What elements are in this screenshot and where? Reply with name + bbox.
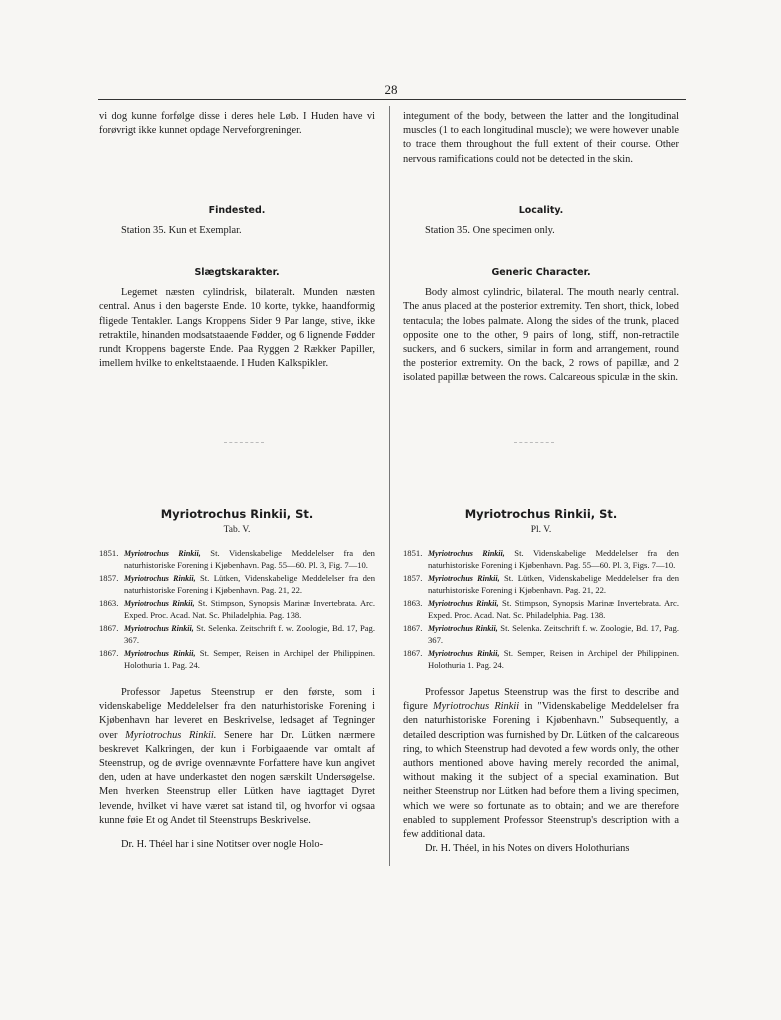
reference-text: St. Selenka. Zeitschrift f. w. Zoologie, Bd. 17, Pag. 367. xyxy=(124,623,375,645)
reference-year: 1867. xyxy=(99,648,119,658)
reference-species: Myriotrochus Rinkii, xyxy=(428,649,500,658)
reference-entry xyxy=(99,648,375,671)
english-intro-block xyxy=(403,110,679,167)
danish-species-title: Myriotrochus Rinkii, St. xyxy=(160,507,314,521)
reference-species: Myriotrochus Rinkii, xyxy=(428,574,500,583)
reference-year: 1857. xyxy=(99,573,119,583)
reference-text: St. Lütken, Videnskabelige Meddelelser fra den naturhistoriske Forening i Kjøbenhavn. Pag. 21, 22. xyxy=(124,573,375,595)
reference-species: Myriotrochus Rinkii, xyxy=(124,574,196,583)
danish-intro-block xyxy=(99,110,375,138)
reference-year: 1863. xyxy=(403,598,423,608)
danish-plate-ref: Tab. V. xyxy=(223,525,251,536)
reference-entry xyxy=(99,573,375,596)
english-intro-paragraph: integument of the body, between the latter and the longitudinal muscles (1 to each longitudinal muscle); we were however unable to trace them throughout the full extent of their course. Other nervous ramifications could not be detected in the skin. xyxy=(403,111,679,165)
reference-species: Myriotrochus Rinkii, xyxy=(428,549,505,558)
english-body-species: Myriotrochus Rinkii xyxy=(432,701,520,713)
reference-entry xyxy=(403,598,679,621)
reference-year: 1867. xyxy=(403,623,423,633)
reference-text: St. Semper, Reisen in Archipel der Philippinen. Holothuria 1. Pag. 24. xyxy=(124,648,375,670)
section-separator-left xyxy=(224,442,264,443)
english-station-line: Station 35. One specimen only. xyxy=(425,225,555,236)
reference-species: Myriotrochus Rinkii, xyxy=(124,549,201,558)
english-plate-ref: Pl. V. xyxy=(530,525,552,536)
english-locality-block xyxy=(403,204,679,218)
reference-text: St. Videnskabelige Meddelelser fra den naturhistoriske Forening i Kjøbenhavn. Pag. 55—60. Pl. 3, Fig. 7—10. xyxy=(124,548,375,570)
english-body-post: in "Videnskabelige Meddelelser fra den naturhistoriske Forening i Kjøbenhavn." Subsequently, a detailed description was furnished by Dr. Lütken of the calcareous ring, to which Steenstrup had devoted a few words only, the other authors mentioned above having merely recorded the animal, without making it the subject of a special examination. But neither Steenstrup nor Lütken had before them a living specimen, which we were so fortunate as to obtain; and we are therefore enabled to supplement Professor Steenstrup's description with a few additional data. xyxy=(403,701,679,841)
reference-species: Myriotrochus Rinkii, xyxy=(428,599,499,608)
reference-text: St. Stimpson, Synopsis Marinæ Invertebrata. Arc. Exped. Proc. Acad. Nat. Sc. Philadelphia. Pag. 138. xyxy=(428,598,680,620)
english-references xyxy=(403,548,679,673)
reference-species: Myriotrochus Rinkii, xyxy=(124,649,196,658)
reference-entry xyxy=(403,573,679,596)
danish-body-species: Myriotrochus Rinkii. xyxy=(125,729,217,741)
findested-heading: Findested. xyxy=(208,205,266,216)
reference-text: St. Semper, Reisen in Archipel der Philippinen. Holothuria 1. Pag. 24. xyxy=(428,648,679,670)
danish-station-block xyxy=(99,224,375,238)
danish-body-post: Senere har Dr. Lütken nærmere beskrevet Kalkringen, der kun i Forbigaaende var omtalt af Steenstrup, og de øvrige ovennævnte Forfattere have kun angivet den, uden at have underkastet den nogen særskilt Undersøgelse. Men hverken Steenstrup eller Lütken have iagttaget Dyret levende, hvilket vi have været sat istand til, og hvorfor vi ogsaa kunne føie Et og Andet til Steenstrups Beskrivelse. xyxy=(99,729,375,826)
danish-species-block xyxy=(99,507,375,537)
english-body-block xyxy=(403,686,679,856)
page-number: 28 xyxy=(384,82,398,97)
reference-year: 1851. xyxy=(99,548,119,558)
english-species-block xyxy=(403,507,679,537)
danish-findested-block xyxy=(99,204,375,218)
reference-text: St. Stimpson, Synopsis Marinæ Invertebrata. Arc. Exped. Proc. Acad. Nat. Sc. Philadelphia. Pag. 138. xyxy=(124,598,376,620)
generic-character-heading: Generic Character. xyxy=(491,267,591,278)
danish-character-block xyxy=(99,266,375,371)
danish-character-paragraph: Legemet næsten cylindrisk, bilateralt. Munden næsten central. Anus i den bagerste Ende. 10 korte, tykke, haandformig fligede Tentakler. Langs Kroppens Sider 9 Par lange, stive, ikke retraktile, hinanden modsatstaaende Fødder, og 6 lignende Fødder rundt Kroppens bagerste Ende. Paa Ryggen 2 Rækker Papiller, imellem hvilke to enkeltstaaende. I Huden Kalkspikler. xyxy=(99,287,375,370)
reference-entry xyxy=(403,548,679,571)
reference-text: St. Selenka. Zeitschrift f. w. Zoologie, Bd. 17, Pag. 367. xyxy=(428,623,679,645)
reference-year: 1857. xyxy=(403,573,423,583)
english-station-block xyxy=(403,224,679,238)
danish-body-block xyxy=(99,686,375,852)
danish-last-line: Dr. H. Théel har i sine Notitser over nogle Holo- xyxy=(121,839,324,851)
danish-station-line: Station 35. Kun et Exemplar. xyxy=(121,225,242,236)
reference-year: 1867. xyxy=(403,648,423,658)
reference-species: Myriotrochus Rinkii, xyxy=(428,624,498,633)
reference-species: Myriotrochus Rinkii, xyxy=(124,599,195,608)
english-body-paragraph xyxy=(403,686,679,842)
reference-entry xyxy=(99,548,375,571)
reference-year: 1863. xyxy=(99,598,119,608)
danish-body-paragraph xyxy=(99,686,375,828)
english-body-pre: Professor Japetus Steenstrup was the first to describe and figure xyxy=(403,687,679,713)
reference-entry xyxy=(99,598,375,621)
danish-intro-paragraph: vi dog kunne forfølge disse i deres hele Løb. I Huden have vi forøvrigt ikke kunnet opdage Nerveforgreninger. xyxy=(99,111,375,137)
english-last-line: Dr. H. Théel, in his Notes on divers Holothurians xyxy=(425,843,630,855)
danish-references xyxy=(99,548,375,673)
locality-heading: Locality. xyxy=(518,205,564,216)
reference-text: St. Videnskabelige Meddelelser fra den naturhistoriske Forening i Kjøbenhavn. Pag. 55—60. Pl. 3, Figs. 7—10. xyxy=(428,548,679,570)
english-character-paragraph: Body almost cylindric, bilateral. The mouth nearly central. The anus placed at the posterior extremity. Ten short, thick, lobed tentacula; the lobes palmate. Along the sides of the trunk, placed opposite one to the other, 9 pairs of long, stiff, non-retractile suckers, and 6 suckers, similar in form and arrangement, round the posterior extremity. On the back, 2 rows of papillæ, and 2 isolated papillæ between the rows. Calcareous spiculæ in the skin. xyxy=(403,287,679,384)
column-divider xyxy=(389,106,390,866)
reference-text: St. Lütken, Videnskabelige Meddelelser fra den naturhistoriske Forening i Kjøbenhavn. Pag. 21, 22. xyxy=(428,573,679,595)
header-rule xyxy=(98,99,686,100)
danish-body-pre: Professor Japetus Steenstrup er den første, som i videnskabelige Meddelelser fra den naturhistoriske Forening i Kjøbenhavn har leveret en Beskrivelse, ledsaget af Tegninger over xyxy=(99,687,375,741)
reference-entry xyxy=(403,623,679,646)
reference-year: 1851. xyxy=(403,548,423,558)
reference-entry xyxy=(403,648,679,671)
reference-year: 1867. xyxy=(99,623,119,633)
reference-species: Myriotrochus Rinkii, xyxy=(124,624,194,633)
english-species-title: Myriotrochus Rinkii, St. xyxy=(464,507,618,521)
english-character-block xyxy=(403,266,679,386)
slaegtskarakter-heading: Slægtskarakter. xyxy=(194,267,280,278)
section-separator-right xyxy=(514,442,554,443)
reference-entry xyxy=(99,623,375,646)
